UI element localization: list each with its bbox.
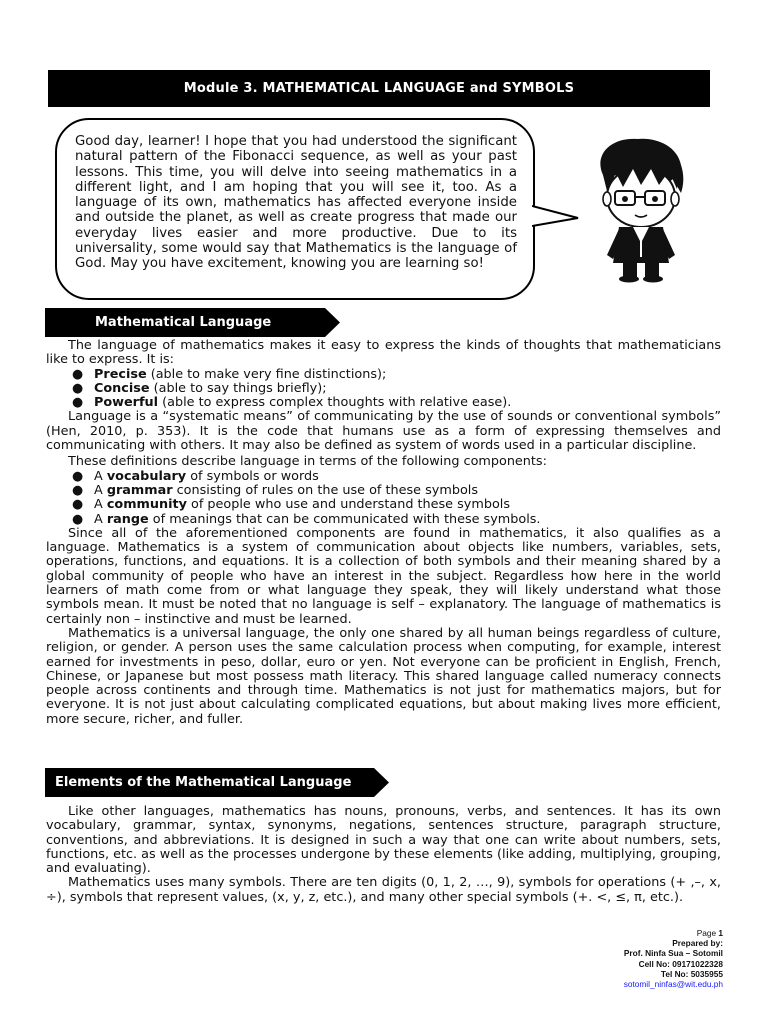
section-heading-text: Elements of the Mathematical Language <box>55 775 352 790</box>
email-link[interactable]: sotomil_ninfas@wit.edu.ph <box>623 979 723 990</box>
section-heading-elements <box>45 768 389 797</box>
list-item: ● A grammar consisting of rules on the use of these symbols <box>72 482 478 498</box>
qualities-list <box>46 368 721 411</box>
section-elements-body <box>46 805 721 905</box>
speech-bubble <box>55 118 535 300</box>
bullet-icon: ● <box>72 482 84 498</box>
list-item: ● Precise (able to make very fine distinctions); <box>72 366 387 382</box>
page-number: 1 <box>718 928 723 938</box>
bullet-icon: ● <box>72 497 84 513</box>
greeting-text: Good day, learner! I hope that you had understood the significant natural pattern of the Fibonacci sequence, as well as your past lessons. This time, you will delve into seeing mathematics in a different light, and I am hoping that you will see it, too. As a language of its own, mathematics has affected everyone inside and outside the planet, as well as create progress that made our everyday lives easier and more productive. Due to its universality, some would say that Mathematics is the language of God. May you have excitement, knowing you are learning so! <box>75 134 517 272</box>
bullet-icon: ● <box>72 366 84 382</box>
module-title: Module 3. MATHEMATICAL LANGUAGE and SYMBOLS <box>183 81 575 96</box>
bullet-icon: ● <box>72 468 84 484</box>
page-footer <box>624 928 723 989</box>
tel-number: Tel No: 5035955 <box>660 968 723 979</box>
body-paragraph: Mathematics is a universal language, the only one shared by all human beings regardless of culture, religion, or gender. A person uses the same calculation process when computing, for example, interest earned for investments in peso, dollar, euro or yen. Not everyone can be proficient in English, French, Chinese, or Japanese but most possess math literacy. This shared language called numeracy connects people across continents and through time. Mathematics is not just for mathematics majors, but for everyone. It is not just about calculating complicated equations, but about making lives more efficient, more secure, richer, and fuller. <box>46 625 721 727</box>
bullet-icon: ● <box>72 395 84 411</box>
body-paragraph: Since all of the aforementioned components are found in mathematics, it also qualifies as a language. Mathematics is a system of communication about objects like numbers, variables, sets, operations, functions, and equations. It is a collection of both symbols and their meaning shared by a global community of people who have an interest in the subject. Regardless how here in the world learners of math come from or what language they speak, they will likely understand what those symbols mean. It must be noted that no language is self – explanatory. The language of mathematics is certainly non – instinctive and must be learned. <box>46 525 721 627</box>
module-title-bar <box>48 70 710 107</box>
teacher-mascot-illustration <box>585 135 697 283</box>
list-item: ● Powerful (able to express complex thoughts with relative ease). <box>72 395 512 411</box>
body-paragraph: Like other languages, mathematics has nouns, pronouns, verbs, and sentences. It has its own vocabulary, grammar, syntax, synonyms, negations, sentences structure, paragraph structure, conventions, and abbreviations. It is designed in such a way that one can write about numbers, sets, functions, etc. as well as the processes undergone by these elements (like adding, multiplying, grouping, and evaluating). <box>46 804 721 877</box>
bullet-icon: ● <box>72 511 84 527</box>
speech-bubble-tail <box>532 204 582 234</box>
page-number-line: Page 1 <box>696 928 723 938</box>
bullet-icon: ● <box>72 380 84 396</box>
components-intro: These definitions describe language in terms of the following components: <box>68 454 547 470</box>
definition-paragraph: Language is a “systematic means” of communicating by the use of sounds or conventional symbols” (Hen, 2010, p. 353). It is the code that humans use as a form of expressing themselves and communicating with others. It may also be defined as system of words used in a particular discipline. <box>46 409 721 454</box>
list-item: ● A range of meanings that can be communicated with these symbols. <box>72 511 541 527</box>
body-paragraph: Mathematics uses many symbols. There are ten digits (0, 1, 2, …, 9), symbols for operations (+ ,–, x, ÷), symbols that represent values, (x, y, z, etc.), and many other special symbols (+. <, ≤, π, etc.). <box>46 875 721 905</box>
section-heading-text: Mathematical Language <box>95 315 272 330</box>
list-item: ● A community of people who use and understand these symbols <box>72 497 510 513</box>
cell-number: Cell No: 09171022328 <box>638 958 723 969</box>
components-list <box>46 470 721 527</box>
section-mathematical-language-body <box>46 339 721 727</box>
section-heading-mathematical-language <box>45 308 340 337</box>
list-item: ● A vocabulary of symbols or words <box>72 468 319 484</box>
prepared-by-label: Prepared by: <box>672 938 723 949</box>
intro-paragraph: The language of mathematics makes it easy to express the kinds of thoughts that mathematicians like to express. It is: <box>46 338 721 368</box>
list-item: ● Concise (able to say things briefly); <box>72 380 327 396</box>
author-name: Prof. Ninfa Sua – Sotomil <box>623 948 723 959</box>
